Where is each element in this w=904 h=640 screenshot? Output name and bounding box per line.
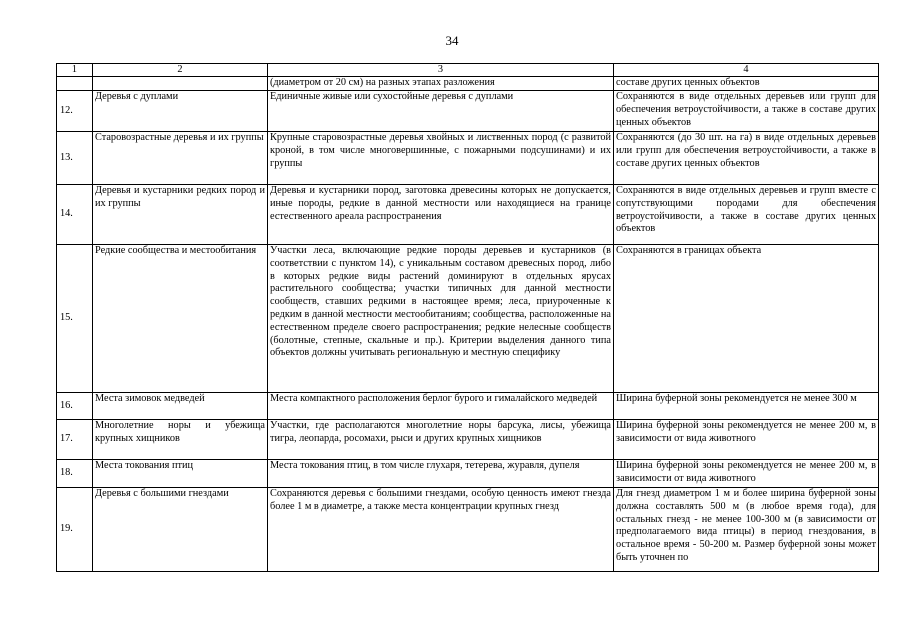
page-number: 34 xyxy=(445,33,459,48)
object-description: Деревья и кустарники пород, заготовка древесины которых не допускается, иные породы, редкие в данной местности или находящиеся на границе естественного ареала распространения xyxy=(268,185,614,245)
conservation-measures: Ширина буферной зоны рекомендуется не менее 300 м xyxy=(614,393,879,420)
object-description: (диаметром от 20 см) на разных этапах разложения xyxy=(268,77,614,91)
row-number: 15. xyxy=(57,245,93,393)
conservation-measures: Сохраняются в виде отдельных деревьев или групп для обеспечения ветроустойчивости, а также в составе других ценных объектов xyxy=(614,91,879,132)
object-name: Деревья с большими гнездами xyxy=(93,488,268,572)
document-table xyxy=(56,63,879,572)
column-header: 1 xyxy=(57,64,93,77)
object-name: Места зимовок медведей xyxy=(93,393,268,420)
table-row xyxy=(57,245,879,393)
column-header: 2 xyxy=(93,64,268,77)
row-number: 14. xyxy=(57,185,93,245)
object-description: Места токования птиц, в том числе глухаря, тетерева, журавля, дупеля xyxy=(268,460,614,488)
object-name: Старовозрастные деревья и их группы xyxy=(93,132,268,185)
row-number: 16. xyxy=(57,393,93,420)
object-description: Сохраняются деревья с большими гнездами, особую ценность имеют гнезда более 1 м в диаметре, а также места концентрации крупных гнезд xyxy=(268,488,614,572)
column-header: 4 xyxy=(614,64,879,77)
table-row xyxy=(57,488,879,572)
column-header: 3 xyxy=(268,64,614,77)
object-name: Деревья с дуплами xyxy=(93,91,268,132)
conservation-measures: Сохраняются в виде отдельных деревьев и групп вместе с сопутствующими породами для обеспечения ветроустойчивости, а также в составе других ценных объектов xyxy=(614,185,879,245)
object-name: Места токования птиц xyxy=(93,460,268,488)
row-number: 12. xyxy=(57,91,93,132)
table-row xyxy=(57,460,879,488)
row-number: 18. xyxy=(57,460,93,488)
object-name: Многолетние норы и убежища крупных хищников xyxy=(93,420,268,460)
object-description: Участки, где располагаются многолетние норы барсука, лисы, убежища тигра, леопарда, росомахи, рыси и других крупных хищников xyxy=(268,420,614,460)
object-description: Единичные живые или сухостойные деревья с дуплами xyxy=(268,91,614,132)
table-header-row xyxy=(57,64,879,77)
conservation-measures: Для гнезд диаметром 1 м и более ширина буферной зоны должна составлять 500 м (в любое время года), для остальных гнезд - не менее 100-300 м (в зависимости от предполагаемого вида птицы) в период гнездования, в остальное время - 50-200 м. Размер буферной зоны может быть уточнен по xyxy=(614,488,879,572)
conservation-measures: Сохраняются в границах объекта xyxy=(614,245,879,393)
table-row xyxy=(57,420,879,460)
object-description: Места компактного расположения берлог бурого и гималайского медведей xyxy=(268,393,614,420)
conservation-measures: составе других ценных объектов xyxy=(614,77,879,91)
table-row xyxy=(57,91,879,132)
object-description: Участки леса, включающие редкие породы деревьев и кустарников (в соответствии с пунктом 14), с уникальным составом древесных пород, либо в которых редкие виды растений доминируют в отдельных ярусах растительного сообщества; участки типичных для данной местности сообществ, ставших редкими в настоящее время; леса, приуроченные к редким в данной местности местообитаниям; сообщества, расположенные на естественном пределе своего распространения; редкие нелесные сообществ (болотные, степные, скальные и пр.). Критерии выделения данного типа объектов должны учитывать региональную и местную специфику xyxy=(268,245,614,393)
table-row xyxy=(57,185,879,245)
row-number: 13. xyxy=(57,132,93,185)
row-number xyxy=(57,77,93,91)
object-description: Крупные старовозрастные деревья хвойных и лиственных пород (с развитой кроной, в том числе многовершинные, с пожарными подсушинами) и их группы xyxy=(268,132,614,185)
row-number: 17. xyxy=(57,420,93,460)
object-name: Редкие сообщества и местообитания xyxy=(93,245,268,393)
conservation-measures: Сохраняются (до 30 шт. на га) в виде отдельных деревьев или групп для обеспечения ветроустойчивости, а также в составе других ценных объектов xyxy=(614,132,879,185)
object-name: Деревья и кустарники редких пород и их группы xyxy=(93,185,268,245)
table-row xyxy=(57,77,879,91)
table-row xyxy=(57,393,879,420)
row-number: 19. xyxy=(57,488,93,572)
conservation-measures: Ширина буферной зоны рекомендуется не менее 200 м, в зависимости от вида животного xyxy=(614,420,879,460)
conservation-measures: Ширина буферной зоны рекомендуется не менее 200 м, в зависимости от вида животного xyxy=(614,460,879,488)
object-name xyxy=(93,77,268,91)
table-row xyxy=(57,132,879,185)
